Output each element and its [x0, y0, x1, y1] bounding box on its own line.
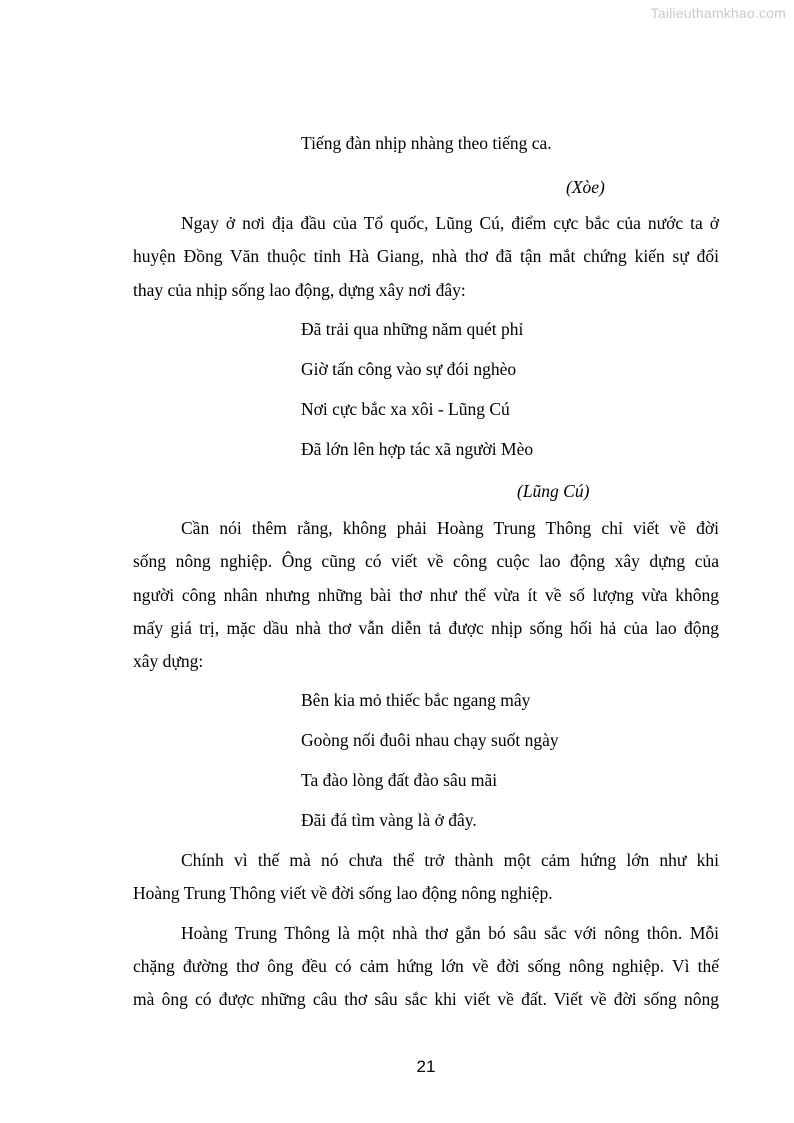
page-number: 21: [416, 1057, 436, 1076]
poem-line: Goòng nối đuôi nhau chạy suốt ngày: [301, 730, 559, 750]
poem-line: Đã lớn lên hợp tác xã người Mèo: [301, 439, 534, 459]
poem-line: Đã trải qua những năm quét phỉ: [301, 319, 524, 339]
poem-line: Nơi cực bắc xa xôi - Lũng Cú: [301, 399, 510, 419]
watermark: Tailieuthamkhao.com: [650, 5, 786, 21]
poem-line: Đãi đá tìm vàng là ở đây.: [301, 810, 477, 830]
poem-source: (Lũng Cú): [517, 481, 590, 501]
paragraph-line: mấy giá trị, mặc dầu nhà thơ vẫn diễn tả được nhịp sống hối hả của lao động: [133, 618, 719, 638]
paragraph-line: chặng đường thơ ông đều có cảm hứng lớn về đời sống nông nghiệp. Vì thế: [133, 956, 719, 976]
poem-line: Giờ tấn công vào sự đói nghèo: [301, 359, 517, 379]
paragraph-line: Chính vì thế mà nó chưa thể trở thành một cảm hứng lớn như khi: [181, 850, 719, 870]
paragraph-line: thay của nhịp sống lao động, dựng xây nơi đây:: [133, 280, 466, 300]
paragraph-line: Cần nói thêm rằng, không phải Hoàng Trung Thông chỉ viết về đời: [181, 518, 719, 538]
paragraph-line: người công nhân nhưng những bài thơ như thế vừa ít về số lượng vừa không: [133, 585, 719, 605]
paragraph-line: Ngay ở nơi địa đầu của Tổ quốc, Lũng Cú, điểm cực bắc của nước ta ở: [181, 213, 719, 233]
paragraph-line: huyện Đồng Văn thuộc tỉnh Hà Giang, nhà thơ đã tận mắt chứng kiến sự đổi: [133, 246, 719, 266]
poem-line: Bên kia mỏ thiếc bắc ngang mây: [301, 690, 531, 710]
paragraph-line: xây dựng:: [133, 651, 204, 671]
poem-line: Tiếng đàn nhịp nhàng theo tiếng ca.: [301, 133, 552, 153]
paragraph-line: Hoàng Trung Thông là một nhà thơ gắn bó sâu sắc với nông thôn. Mỗi: [181, 923, 719, 943]
paragraph-line: mà ông có được những câu thơ sâu sắc khi viết về đất. Viết về đời sống nông: [133, 989, 719, 1009]
paragraph-line: Hoàng Trung Thông viết về đời sống lao động nông nghiệp.: [133, 883, 553, 903]
poem-line: Ta đào lòng đất đào sâu mãi: [301, 770, 498, 790]
poem-source: (Xòe): [566, 177, 605, 197]
paragraph-line: sống nông nghiệp. Ông cũng có viết về công cuộc lao động xây dựng của: [133, 551, 719, 571]
